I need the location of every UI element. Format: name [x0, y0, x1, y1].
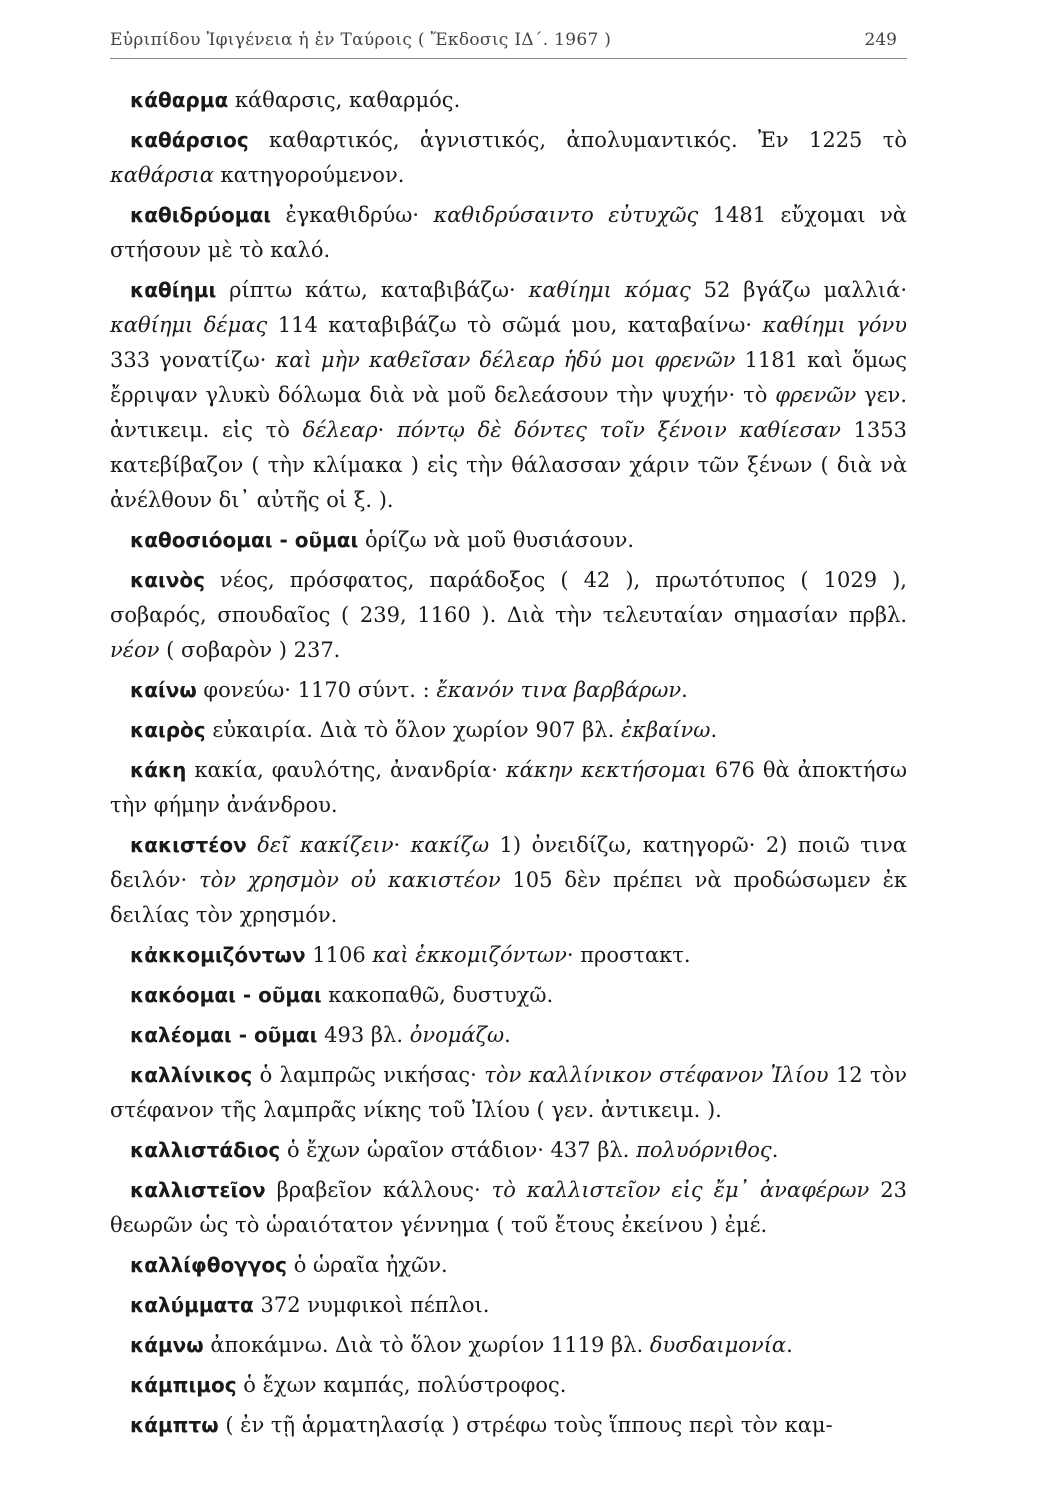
entry-definition: 676 θὰ ἀποκτήσω τὴν φήμην ἀνάνδρου. — [110, 758, 907, 817]
entry-quotation: καθίημι κόμας — [528, 278, 691, 302]
glossary-entry — [110, 978, 907, 1013]
entry-quotation: φρενῶν — [775, 383, 857, 407]
entry-definition: ὁ ὡραῖα ἠχῶν. — [287, 1253, 448, 1277]
entry-definition: 1481 εὔχομαι νὰ στήσουν μὲ τὸ καλό. — [110, 203, 907, 262]
glossary-entries — [110, 83, 907, 1443]
entry-quotation: καθίημι γόνυ — [762, 313, 907, 337]
glossary-entry — [110, 523, 907, 558]
entry-definition: . — [504, 1023, 511, 1047]
entry-headword: κάθαρμα — [130, 88, 229, 112]
entry-definition: ἀποκάμνω. Διὰ τὸ ὅλον χωρίον 1119 βλ. — [203, 1333, 650, 1357]
entry-definition: εὐκαιρία. Διὰ τὸ ὅλον χωρίον 907 βλ. — [205, 718, 621, 742]
entry-quotation: κάκην κεκτήσομαι — [505, 758, 707, 782]
running-header — [110, 30, 907, 59]
entry-quotation: νέον — [110, 638, 160, 662]
entry-definition: κατηγορούμενον. — [213, 163, 405, 187]
entry-headword: κἀκκομιζόντων — [130, 943, 306, 967]
glossary-entry — [110, 198, 907, 268]
entry-headword: καίνω — [130, 678, 197, 702]
entry-headword: καθίημι — [130, 278, 217, 302]
entry-definition: . — [786, 1333, 793, 1357]
entry-headword: καθιδρύομαι — [130, 203, 272, 227]
entry-definition: ἐγκαθιδρύω· — [271, 203, 434, 227]
entry-headword: κακιστέον — [130, 833, 247, 857]
entry-quotation: καθίημι δέμας — [110, 313, 268, 337]
entry-definition: 493 βλ. — [317, 1023, 410, 1047]
entry-definition: ὁ ἔχων ὡραῖον στάδιον· 437 βλ. — [280, 1138, 637, 1162]
entry-definition: κακία, φαυλότης, ἀνανδρία· — [186, 758, 506, 782]
glossary-entry — [110, 1288, 907, 1323]
entry-headword: καλλιστεῖον — [130, 1178, 266, 1202]
entry-definition: ( ἐν τῇ ἁρματηλασίᾳ ) στρέφω τοὺς ἵππους περὶ τὸν καμ- — [218, 1413, 833, 1437]
entry-definition: ὁ λαμπρῶς νικήσας· — [252, 1063, 485, 1087]
entry-definition: 52 βγάζω μαλλιά· — [690, 278, 907, 302]
entry-quotation: ὀνομάζω — [409, 1023, 505, 1047]
entry-definition: ( σοβαρὸν ) 237. — [159, 638, 341, 662]
entry-definition: 1353 κατεβίβαζον ( τὴν κλίμακα ) εἰς τὴν θάλασσαν χάριν τῶν ξένων ( διὰ νὰ ἀνέλθουν δι᾽ αὐτῆς οἱ ξ. ). — [110, 418, 907, 512]
entry-definition: 105 δὲν πρέπει νὰ προδώσωμεν ἐκ δειλίας τὸν χρησμόν. — [110, 868, 907, 927]
entry-definition: . — [771, 1138, 779, 1162]
entry-definition: 1181 καὶ ὅμως ἔρριψαν γλυκὺ δόλωμα διὰ νὰ μοῦ δελεάσουν τὴν ψυχήν· τὸ — [110, 348, 908, 407]
entry-quotation: τὸ καλλιστεῖον εἰς ἔμ᾽ ἀναφέρων — [491, 1178, 870, 1202]
glossary-entry — [110, 1173, 907, 1243]
page-number: 249 — [864, 30, 897, 50]
entry-definition — [247, 833, 257, 857]
glossary-entry — [110, 1058, 907, 1128]
entry-definition: 372 νυμφικοὶ πέπλοι. — [253, 1293, 490, 1317]
entry-headword: κακόομαι - οῦμαι — [130, 983, 322, 1007]
entry-headword: καλλίφθογγος — [130, 1253, 288, 1277]
entry-definition: 1) ὀνειδίζω, κατηγορῶ· 2) ποιῶ τινα δειλόν· — [110, 833, 907, 892]
entry-definition: φονεύω· 1170 σύντ. : — [196, 678, 437, 702]
entry-definition: βραβεῖον κάλλους· — [265, 1178, 492, 1202]
entry-quotation: πόντῳ δὲ δόντες τοῖν ξένοιν καθίεσαν — [396, 418, 841, 442]
glossary-entry — [110, 1248, 907, 1283]
entry-definition: ὁρίζω νὰ μοῦ θυσιάσουν. — [358, 528, 635, 552]
entry-definition: 12 τὸν στέφανον τῆς λαμπρᾶς νίκης τοῦ Ἰλίου ( γεν. ἀντικειμ. ). — [110, 1063, 907, 1122]
entry-quotation: καθιδρύσαιντο εὐτυχῶς — [433, 203, 699, 227]
entry-quotation: καθάρσια — [110, 163, 214, 187]
glossary-entry — [110, 83, 907, 118]
entry-definition: · — [393, 833, 411, 857]
glossary-entry — [110, 563, 907, 668]
entry-headword: καθάρσιος — [130, 128, 249, 152]
entry-definition: · προστακτ. — [566, 943, 691, 967]
glossary-entry — [110, 938, 907, 973]
entry-quotation: τὸν καλλίνικον στέφανον Ἰλίου — [484, 1063, 829, 1087]
entry-definition: 1106 — [305, 943, 373, 967]
entry-definition: καθαρτικός, ἁγνιστικός, ἀπολυμαντικός. Ἐν 1225 τὸ — [248, 128, 907, 152]
entry-definition: γεν. ἀντικειμ. εἰς τὸ — [110, 383, 907, 442]
glossary-entry — [110, 1368, 907, 1403]
entry-headword: καλλίνικος — [130, 1063, 253, 1087]
entry-definition: κάθαρσις, καθαρμός. — [228, 88, 461, 112]
entry-headword: κάμνω — [130, 1333, 204, 1357]
entry-definition: 333 γονατίζω· — [110, 348, 276, 372]
entry-headword: καθοσιόομαι - οῦμαι — [130, 528, 359, 552]
entry-quotation: δεῖ κακίζειν — [257, 833, 394, 857]
entry-headword: κάκη — [130, 758, 187, 782]
entry-quotation: δέλεαρ — [302, 418, 378, 442]
glossary-entry — [110, 1133, 907, 1168]
entry-definition: νέος, πρόσφατος, παράδοξος ( 42 ), πρωτότυπος ( 1029 ), σοβαρός, σπουδαῖος ( 239, 1160 ). Διὰ τὴν τελευταίαν σημασίαν πρβλ. — [110, 568, 907, 627]
entry-quotation: καὶ μὴν καθεῖσαν δέλεαρ ἡδύ μοι φρενῶν — [275, 348, 736, 372]
entry-definition: . — [710, 718, 718, 742]
entry-definition: 114 καταβιβάζω τὸ σῶμά μου, καταβαίνω· — [267, 313, 763, 337]
entry-definition: ὁ ἔχων καμπάς, πολύστροφος. — [236, 1373, 567, 1397]
entry-headword: κάμπιμος — [130, 1373, 237, 1397]
glossary-entry — [110, 273, 907, 518]
header-title: Εὐριπίδου Ἰφιγένεια ἡ ἐν Ταύροις ( Ἔκδοσις ΙΔ΄. 1967 ) — [110, 30, 612, 50]
entry-headword: καινὸς — [130, 568, 205, 592]
glossary-entry — [110, 123, 907, 193]
entry-headword: καιρὸς — [130, 718, 206, 742]
glossary-entry — [110, 1328, 907, 1363]
glossary-entry — [110, 673, 907, 708]
entry-quotation: ἐκβαίνω — [620, 718, 711, 742]
glossary-entry — [110, 828, 907, 933]
glossary-entry — [110, 1018, 907, 1053]
entry-definition: ρίπτω κάτω, καταβιβάζω· — [216, 278, 529, 302]
glossary-entry — [110, 1408, 907, 1443]
glossary-entry — [110, 713, 907, 748]
entry-quotation: δυσδαιμονία — [649, 1333, 787, 1357]
entry-quotation: καὶ ἐκκομιζόντων — [372, 943, 567, 967]
glossary-entry — [110, 753, 907, 823]
entry-headword: κάμπτω — [130, 1413, 219, 1437]
entry-quotation: κακίζω — [410, 833, 490, 857]
entry-definition: 23 θεωρῶν ὡς τὸ ὡραιότατον γέννημα ( τοῦ ἔτους ἐκείνου ) ἐμέ. — [110, 1178, 907, 1237]
entry-quotation: τὸν χρησμὸν οὐ κακιστέον — [199, 868, 501, 892]
entry-definition: . — [681, 678, 688, 702]
entry-definition: κακοπαθῶ, δυστυχῶ. — [321, 983, 554, 1007]
entry-headword: καλέομαι - οῦμαι — [130, 1023, 318, 1047]
entry-headword: καλύμματα — [130, 1293, 254, 1317]
entry-quotation: πολυόρνιθος — [636, 1138, 772, 1162]
entry-headword: καλλιστάδιος — [130, 1138, 281, 1162]
entry-quotation: ἔκανόν τινα βαρβάρων — [436, 678, 682, 702]
entry-definition: · — [377, 418, 397, 442]
